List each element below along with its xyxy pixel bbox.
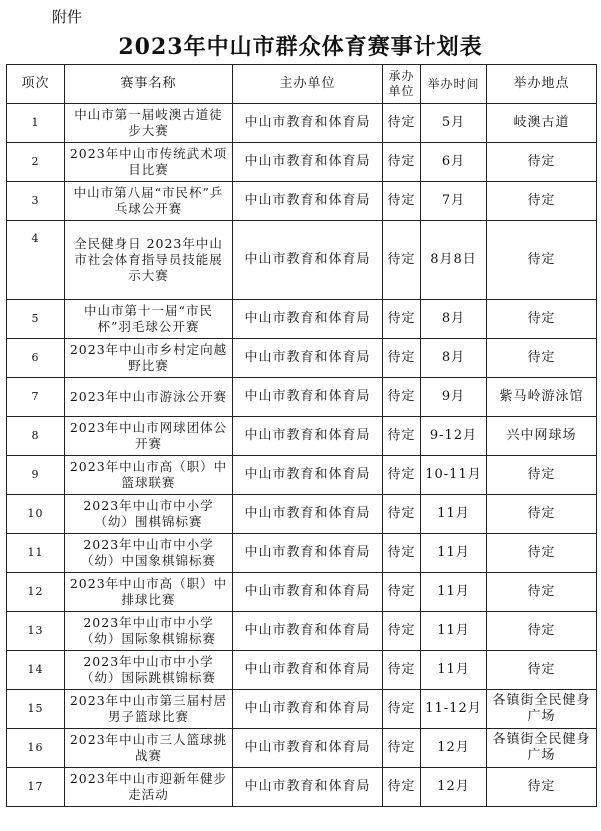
cell-event-name: 2023年中山市中小学（幼）国际象棋锦标赛	[65, 612, 233, 651]
cell-event-name: 中山市第八届“市民杯”乒乓球公开赛	[65, 182, 233, 221]
cell-time: 12月	[421, 729, 487, 768]
cell-venue: 岐澳古道	[487, 104, 597, 143]
cell-event-name: 2023年中山市三人篮球挑战赛	[65, 729, 233, 768]
cell-undertaker: 待定	[383, 300, 421, 339]
cell-time: 11-12月	[421, 690, 487, 729]
cell-organizer: 中山市教育和体育局	[233, 690, 383, 729]
cell-organizer: 中山市教育和体育局	[233, 300, 383, 339]
cell-time: 6月	[421, 143, 487, 182]
cell-time: 9-12月	[421, 417, 487, 456]
cell-organizer: 中山市教育和体育局	[233, 378, 383, 417]
cell-no: 3	[7, 182, 65, 221]
column-header-name: 赛事名称	[65, 65, 233, 104]
column-header-organizer: 主办单位	[233, 65, 383, 104]
cell-no: 2	[7, 143, 65, 182]
cell-no: 6	[7, 339, 65, 378]
cell-no: 5	[7, 300, 65, 339]
cell-no: 4	[7, 221, 65, 300]
cell-no: 16	[7, 729, 65, 768]
cell-venue: 待定	[487, 182, 597, 221]
cell-undertaker: 待定	[383, 768, 421, 807]
cell-time: 11月	[421, 495, 487, 534]
cell-time: 8月8日	[421, 221, 487, 300]
cell-venue: 兴中网球场	[487, 417, 597, 456]
cell-no: 9	[7, 456, 65, 495]
cell-event-name: 2023年中山市第三届村居男子篮球比赛	[65, 690, 233, 729]
cell-no: 1	[7, 104, 65, 143]
cell-organizer: 中山市教育和体育局	[233, 768, 383, 807]
cell-time: 11月	[421, 534, 487, 573]
cell-no: 7	[7, 378, 65, 417]
cell-no: 17	[7, 768, 65, 807]
cell-event-name: 2023年中山市网球团体公开赛	[65, 417, 233, 456]
cell-no: 12	[7, 573, 65, 612]
cell-undertaker: 待定	[383, 221, 421, 300]
cell-event-name: 2023年中山市传统武术项目比赛	[65, 143, 233, 182]
cell-undertaker: 待定	[383, 612, 421, 651]
attachment-label: 附件	[52, 8, 83, 26]
cell-organizer: 中山市教育和体育局	[233, 651, 383, 690]
cell-no: 14	[7, 651, 65, 690]
table-row	[7, 221, 597, 300]
cell-organizer: 中山市教育和体育局	[233, 729, 383, 768]
cell-event-name: 2023年中山市中小学（幼）国际跳棋锦标赛	[65, 651, 233, 690]
cell-time: 8月	[421, 300, 487, 339]
cell-event-name: 2023年中山市高（职）中排球比赛	[65, 573, 233, 612]
table-row	[7, 495, 597, 534]
cell-time: 7月	[421, 182, 487, 221]
column-header-undertaker: 承办单位	[383, 65, 421, 104]
table-row	[7, 573, 597, 612]
cell-organizer: 中山市教育和体育局	[233, 182, 383, 221]
cell-organizer: 中山市教育和体育局	[233, 417, 383, 456]
cell-undertaker: 待定	[383, 573, 421, 612]
cell-undertaker: 待定	[383, 378, 421, 417]
cell-event-name: 中山市第一届岐澳古道徒步大赛	[65, 104, 233, 143]
column-header-time: 举办时间	[421, 65, 487, 104]
table-row	[7, 690, 597, 729]
cell-venue: 待定	[487, 456, 597, 495]
cell-venue: 待定	[487, 495, 597, 534]
table-row	[7, 651, 597, 690]
table-row	[7, 143, 597, 182]
document-title: 2023年中山市群众体育赛事计划表	[118, 34, 483, 60]
table-row	[7, 729, 597, 768]
column-header-venue: 举办地点	[487, 65, 597, 104]
column-header-no: 项次	[7, 65, 65, 104]
cell-event-name: 2023年中山市中小学（幼）围棋锦标赛	[65, 495, 233, 534]
cell-undertaker: 待定	[383, 651, 421, 690]
event-plan-table	[6, 64, 597, 807]
cell-venue: 各镇街全民健身广场	[487, 690, 597, 729]
table-body	[7, 104, 597, 807]
cell-time: 11月	[421, 573, 487, 612]
cell-event-name: 2023年中山市乡村定向越野比赛	[65, 339, 233, 378]
cell-organizer: 中山市教育和体育局	[233, 456, 383, 495]
cell-venue: 待定	[487, 612, 597, 651]
cell-no: 8	[7, 417, 65, 456]
cell-venue: 待定	[487, 221, 597, 300]
cell-no: 10	[7, 495, 65, 534]
table-row	[7, 612, 597, 651]
cell-time: 9月	[421, 378, 487, 417]
cell-time: 12月	[421, 768, 487, 807]
table-header-row	[7, 65, 597, 104]
table-row	[7, 417, 597, 456]
table-row	[7, 104, 597, 143]
table-row	[7, 456, 597, 495]
cell-venue: 待定	[487, 573, 597, 612]
cell-organizer: 中山市教育和体育局	[233, 221, 383, 300]
cell-venue: 待定	[487, 534, 597, 573]
cell-time: 11月	[421, 651, 487, 690]
cell-organizer: 中山市教育和体育局	[233, 143, 383, 182]
cell-event-name: 全民健身日 2023年中山市社会体育指导员技能展示大赛	[65, 221, 233, 300]
cell-event-name: 2023年中山市中小学（幼）中国象棋锦标赛	[65, 534, 233, 573]
cell-organizer: 中山市教育和体育局	[233, 612, 383, 651]
cell-event-name: 中山市第十一届“市民杯”羽毛球公开赛	[65, 300, 233, 339]
cell-no: 11	[7, 534, 65, 573]
table-row	[7, 768, 597, 807]
cell-undertaker: 待定	[383, 534, 421, 573]
cell-venue: 紫马岭游泳馆	[487, 378, 597, 417]
cell-undertaker: 待定	[383, 690, 421, 729]
cell-venue: 待定	[487, 300, 597, 339]
cell-undertaker: 待定	[383, 729, 421, 768]
cell-organizer: 中山市教育和体育局	[233, 104, 383, 143]
cell-organizer: 中山市教育和体育局	[233, 534, 383, 573]
cell-undertaker: 待定	[383, 417, 421, 456]
cell-time: 8月	[421, 339, 487, 378]
cell-time: 10-11月	[421, 456, 487, 495]
cell-venue: 待定	[487, 651, 597, 690]
cell-organizer: 中山市教育和体育局	[233, 339, 383, 378]
cell-undertaker: 待定	[383, 339, 421, 378]
cell-venue: 待定	[487, 768, 597, 807]
cell-venue: 待定	[487, 339, 597, 378]
cell-organizer: 中山市教育和体育局	[233, 495, 383, 534]
cell-no: 15	[7, 690, 65, 729]
table-row	[7, 378, 597, 417]
cell-time: 11月	[421, 612, 487, 651]
table-row	[7, 182, 597, 221]
cell-venue: 待定	[487, 143, 597, 182]
table-row	[7, 534, 597, 573]
cell-undertaker: 待定	[383, 456, 421, 495]
cell-undertaker: 待定	[383, 143, 421, 182]
table-row	[7, 339, 597, 378]
cell-event-name: 2023年中山市游泳公开赛	[65, 378, 233, 417]
cell-undertaker: 待定	[383, 104, 421, 143]
cell-event-name: 2023年中山市迎新年健步走活动	[65, 768, 233, 807]
table-row	[7, 300, 597, 339]
cell-organizer: 中山市教育和体育局	[233, 573, 383, 612]
cell-event-name: 2023年中山市高（职）中篮球联赛	[65, 456, 233, 495]
cell-time: 5月	[421, 104, 487, 143]
cell-venue: 各镇街全民健身广场	[487, 729, 597, 768]
cell-undertaker: 待定	[383, 495, 421, 534]
cell-undertaker: 待定	[383, 182, 421, 221]
cell-no: 13	[7, 612, 65, 651]
